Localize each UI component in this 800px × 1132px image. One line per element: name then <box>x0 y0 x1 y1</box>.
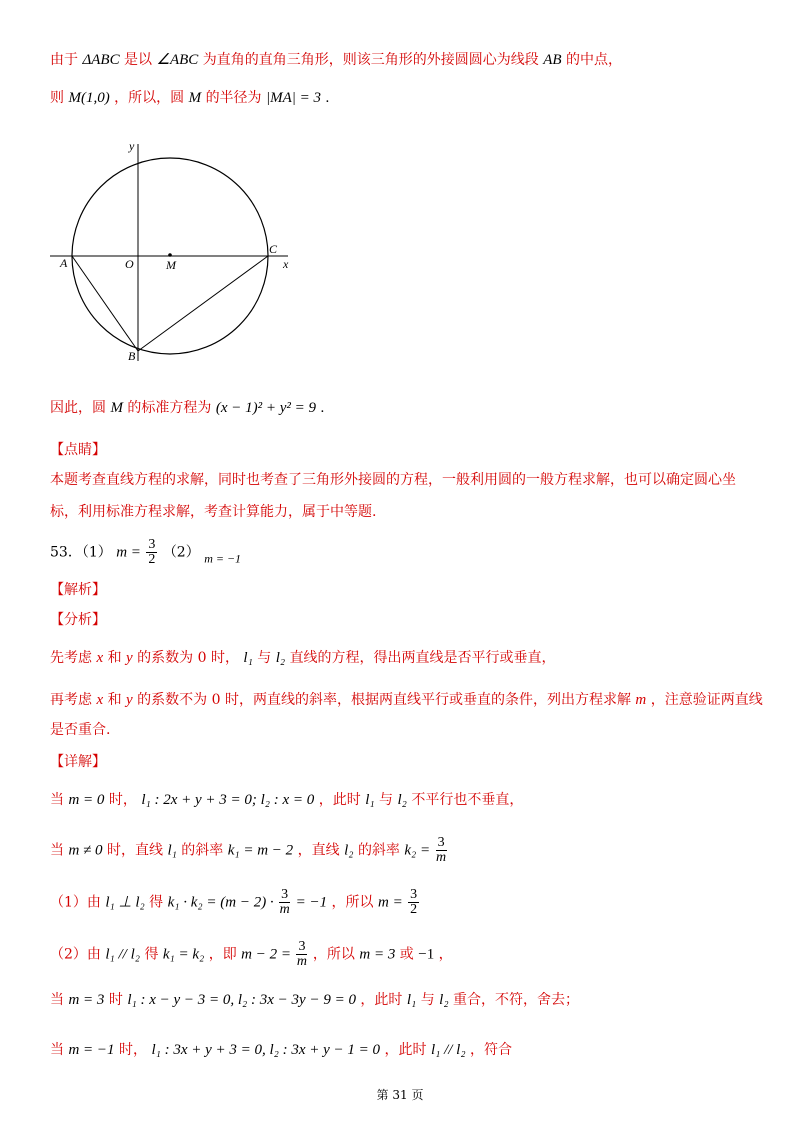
text-line-10 <box>50 648 556 668</box>
text: 当 <box>50 792 64 808</box>
denominator: m <box>436 850 447 865</box>
math: k₁ = k₂ <box>162 946 205 963</box>
text: 的标准方程为 <box>127 400 212 416</box>
math: m = <box>378 894 403 911</box>
math: y <box>126 650 133 666</box>
text-line-15 <box>50 836 448 865</box>
math: l₁ <box>365 792 375 808</box>
segment-bc <box>138 256 268 351</box>
text-line-5: 本题考查直线方程的求解，同时也考查了三角形外接圆的方程，一般利用圆的一般方程求解，也可以确定圆心坐 <box>50 472 736 488</box>
math: M(1,0) <box>68 90 110 106</box>
numerator: 3 <box>298 939 306 954</box>
text-line-3 <box>50 398 324 418</box>
section-xiangjie-heading: 【详解】 <box>50 754 106 770</box>
text-line-6: 标，利用标准方程求解，考查计算能力，属于中等题. <box>50 504 377 520</box>
text: 则 <box>50 90 64 106</box>
numerator: 3 <box>410 887 418 902</box>
text: （1）由 <box>50 894 101 911</box>
math: m ≠ 0 <box>68 842 103 859</box>
math: AB <box>543 52 562 68</box>
math: l₂ <box>275 650 286 666</box>
math: M <box>188 90 202 106</box>
text-line-2 <box>50 88 329 108</box>
text: ，所以 <box>312 946 355 963</box>
text: （2） <box>162 544 200 561</box>
numerator: 3 <box>281 887 289 902</box>
text: ，符合 <box>470 1042 513 1058</box>
text: 的系数为 0 时， <box>137 650 239 666</box>
text: . <box>325 90 330 106</box>
math: x <box>96 692 104 708</box>
text: ，直线 <box>297 842 340 859</box>
text: 的斜率 <box>357 842 400 859</box>
math: l₁ : 2x + y + 3 = 0; l₂ : x = 0 <box>141 792 315 808</box>
math: ΔABC <box>82 52 120 68</box>
fraction <box>296 940 307 969</box>
text: 的系数不为 0 时，两直线的斜率，根据两直线平行或垂直的条件，列出方程求解 <box>137 692 631 708</box>
text-line-18 <box>50 990 579 1010</box>
label-y: y <box>129 139 135 153</box>
fraction <box>408 888 419 917</box>
math: M <box>110 400 123 416</box>
fraction <box>146 538 157 567</box>
math: (x − 1)² + y² = 9 <box>215 400 317 416</box>
denominator: m <box>296 954 308 969</box>
text-line-16 <box>50 888 420 917</box>
math: m = 0 <box>68 792 105 808</box>
text: ，此时 <box>318 792 361 808</box>
text: 再考虑 <box>50 692 92 708</box>
text-line-1 <box>50 50 622 70</box>
text: 得 <box>144 946 159 963</box>
text-line-17 <box>50 940 453 969</box>
problem-53-answer <box>50 538 241 569</box>
text: 是以 <box>124 52 153 68</box>
math: m = −1 <box>204 551 242 566</box>
text: ， <box>438 946 453 963</box>
label-o: O <box>125 257 134 271</box>
label-m: M <box>166 258 176 272</box>
denominator: 2 <box>148 552 156 567</box>
math: l₁ <box>406 992 417 1008</box>
math: l₂ <box>439 992 449 1008</box>
text: ，注意验证两直线 <box>650 692 763 708</box>
math: l₂ <box>397 792 407 808</box>
text-line-14 <box>50 790 523 810</box>
section-fenxi-heading: 【分析】 <box>50 612 106 628</box>
text: . <box>320 400 325 416</box>
text: ，此时 <box>360 992 403 1008</box>
label-a: A <box>60 256 68 270</box>
math: k₁ · k₂ = (m − 2) · <box>167 894 274 911</box>
text: 当 <box>50 842 64 859</box>
text: ，即 <box>208 946 237 963</box>
numerator: 3 <box>148 537 156 552</box>
text: （2）由 <box>50 946 101 963</box>
math: = −1 <box>295 894 328 911</box>
math: m − 2 = <box>241 946 291 963</box>
math: l₁ // l₂ <box>430 1042 466 1058</box>
text: 的中点， <box>565 52 622 68</box>
text: 先考虑 <box>50 650 92 666</box>
math: |MA| = 3 <box>266 90 322 106</box>
text: 当 <box>50 992 64 1008</box>
text: ，此时 <box>384 1042 427 1058</box>
math: l₁ ⊥ l₂ <box>105 894 145 911</box>
text: 时， <box>108 792 137 808</box>
text: 不平行也不垂直， <box>411 792 524 808</box>
text: 得 <box>149 894 164 911</box>
label-c: C <box>269 242 278 256</box>
math: l₁ <box>167 842 177 859</box>
denominator: 2 <box>410 902 418 917</box>
text: 当 <box>50 1042 64 1058</box>
text: 为直角的直角三角形，则该三角形的外接圆圆心为线段 <box>202 52 539 68</box>
page-number: 第 31 页 <box>376 1088 424 1102</box>
math: m = <box>116 544 141 561</box>
text: 的斜率 <box>181 842 224 859</box>
text-line-12: 是否重合. <box>50 722 111 738</box>
math: l₂ <box>344 842 354 859</box>
text: 与 <box>420 992 435 1008</box>
text: 与 <box>379 792 394 808</box>
text: 因此，圆 <box>50 400 106 416</box>
math: −1 <box>418 946 435 963</box>
math: m <box>635 692 647 708</box>
math: k₂ = <box>404 842 431 859</box>
label-b: B <box>128 349 136 363</box>
text: 时， <box>118 1042 147 1058</box>
text: 时，直线 <box>106 842 163 859</box>
math: l₁ // l₂ <box>105 946 140 963</box>
math: x <box>96 650 104 666</box>
math: m = −1 <box>68 1042 115 1058</box>
math: l₁ <box>243 650 253 666</box>
fraction <box>279 888 290 917</box>
numerator: 3 <box>437 835 445 850</box>
math: l₁ : x − y − 3 = 0, l₂ : 3x − 3y − 9 = 0 <box>127 992 356 1008</box>
math: ∠ABC <box>156 52 199 68</box>
math: m = 3 <box>68 992 105 1008</box>
section-jiexi-heading: 【解析】 <box>50 582 106 598</box>
text: 重合，不符，舍去； <box>453 992 579 1008</box>
math: k₁ = m − 2 <box>227 842 294 859</box>
text: 53．（1） <box>50 544 112 561</box>
fraction <box>436 836 447 865</box>
text: 和 <box>107 692 122 708</box>
text-line-11 <box>50 690 763 710</box>
point-m <box>168 253 172 257</box>
text: 或 <box>399 946 414 963</box>
denominator: m <box>279 902 290 917</box>
text: 直线的方程，得出两直线是否平行或垂直， <box>289 650 556 666</box>
text: 和 <box>107 650 122 666</box>
text: 与 <box>257 650 272 666</box>
math: y <box>126 692 133 708</box>
text: 时 <box>108 992 123 1008</box>
section-dianjing-heading: 【点睛】 <box>50 442 106 458</box>
label-x: x <box>283 257 289 271</box>
math: m = 3 <box>359 946 396 963</box>
text: ，所以 <box>331 894 374 911</box>
circle-figure <box>48 136 308 366</box>
text: ，所以，圆 <box>114 90 185 106</box>
math: l₁ : 3x + y + 3 = 0, l₂ : 3x + y − 1 = 0 <box>151 1042 381 1058</box>
text: 的半径为 <box>205 90 262 106</box>
text: 由于 <box>50 52 78 68</box>
text-line-19 <box>50 1040 512 1060</box>
